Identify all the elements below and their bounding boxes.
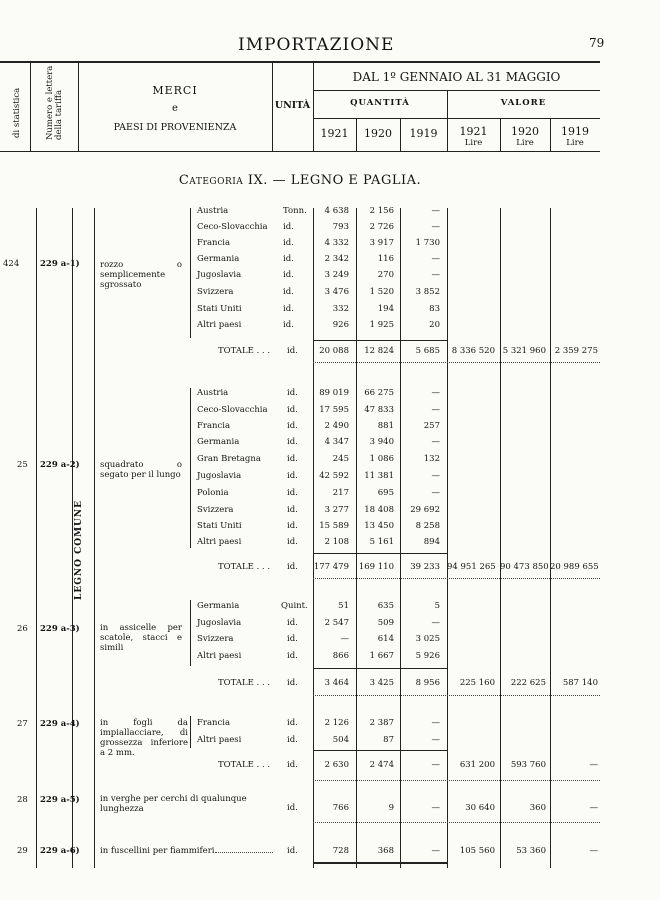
row-q1921: 17 595 <box>319 405 349 415</box>
section-desc: squadrato o segato per il lungo <box>100 460 182 480</box>
row-q1921: 15 589 <box>319 521 349 531</box>
row-country: Svizzera <box>197 287 234 297</box>
total-q1921: 20 088 <box>319 346 349 356</box>
row-unit: id. <box>287 634 298 644</box>
col-header-paesi: PAESI DI PROVENIENZA <box>113 122 237 133</box>
col-year-q1920: 1920 <box>364 127 392 140</box>
row-unit: id. <box>287 537 298 547</box>
row-q1921: 3 249 <box>324 270 349 280</box>
stat-number: 28 <box>17 795 28 805</box>
row-country: Ceco-Slovacchia <box>197 222 268 232</box>
row-q1919: — <box>431 437 440 447</box>
row-q1920: 881 <box>377 421 394 431</box>
row-unit: id. <box>283 238 294 248</box>
total-unit: id. <box>287 678 298 688</box>
row-country: Stati Uniti <box>197 304 242 314</box>
total-unit: id. <box>287 760 298 770</box>
row-unit: id. <box>287 405 298 415</box>
row-country: Germania <box>197 254 240 264</box>
row-q1919: 8 258 <box>415 521 440 531</box>
row-country: Jugoslavia <box>197 618 242 628</box>
total-q1920: 169 110 <box>358 562 394 572</box>
row-q1920: 270 <box>377 270 394 280</box>
row-q1921: 866 <box>332 651 349 661</box>
row-q1920: 5 161 <box>369 537 394 547</box>
col-header-e: e <box>172 103 178 114</box>
row-unit: id. <box>283 222 294 232</box>
row-unit: id. <box>287 437 298 447</box>
row-q1921: 4 638 <box>324 206 349 216</box>
row-q1919: 20 <box>429 320 440 330</box>
row-unit: id. <box>287 718 298 728</box>
row-q1920: 3 917 <box>369 238 394 248</box>
tariff-number: 229 a-1) <box>40 259 80 269</box>
col-year-q1919: 1919 <box>409 127 438 140</box>
row-q1919: 83 <box>429 304 440 314</box>
row-q1921: 793 <box>332 222 349 232</box>
row-v1919: — <box>589 846 598 856</box>
row-q1921: 332 <box>332 304 349 314</box>
row-q1921: 2 547 <box>324 618 349 628</box>
row-q1920: 2 726 <box>369 222 394 232</box>
row-country: Altri paesi <box>197 735 242 745</box>
total-q1919: 39 233 <box>410 562 440 572</box>
row-q1920: 194 <box>377 304 394 314</box>
row-q1920: 368 <box>377 846 394 856</box>
row-country: Francia <box>197 718 231 728</box>
row-q1921: 4 332 <box>324 238 349 248</box>
stat-number: 26 <box>17 624 28 634</box>
row-q1919: — <box>431 735 440 745</box>
col-header-quantita: QUANTITÀ <box>350 98 410 108</box>
row-country: Ceco-Slovacchia <box>197 405 268 415</box>
lire-1919: Lire <box>566 138 584 148</box>
row-q1920: 1 925 <box>369 320 394 330</box>
total-q1919: 5 685 <box>415 346 440 356</box>
row-q1921: 3 277 <box>324 505 349 515</box>
row-unit: id. <box>283 254 294 264</box>
total-v1919: — <box>589 760 598 770</box>
row-q1920: 9 <box>388 803 394 813</box>
tariff-number: 229 a-4) <box>40 719 80 729</box>
row-country: Francia <box>197 238 231 248</box>
row-q1921: 766 <box>332 803 349 813</box>
section-desc: in verghe per cerchi di qualunque lunghezza <box>100 794 247 814</box>
row-q1919: 257 <box>423 421 440 431</box>
row-q1919: 29 692 <box>410 505 440 515</box>
row-q1920: 116 <box>377 254 394 264</box>
row-q1920: 635 <box>377 601 394 611</box>
col-year-q1921: 1921 <box>320 127 349 140</box>
row-q1920: 1 667 <box>369 651 394 661</box>
page-number: 79 <box>589 36 605 50</box>
lire-1920: Lire <box>516 138 534 148</box>
row-q1919: — <box>431 471 440 481</box>
section-desc: in assicelle per scatole, stacci e simili <box>100 623 182 653</box>
row-q1921: — <box>340 634 349 644</box>
row-q1919: — <box>431 618 440 628</box>
total-v1919: 20 989 655 <box>550 562 599 572</box>
tariff-number: 229 a-6) <box>40 846 80 856</box>
row-unit: Tonn. <box>283 206 307 216</box>
row-q1920: 3 940 <box>369 437 394 447</box>
total-label: TOTALE . . . <box>218 346 271 356</box>
total-q1920: 3 425 <box>369 678 394 688</box>
total-unit: id. <box>287 562 298 572</box>
row-q1919: 5 <box>434 601 440 611</box>
row-q1921: 51 <box>338 601 349 611</box>
row-q1920: 87 <box>383 735 394 745</box>
tariff-number: 229 a-2) <box>40 460 80 470</box>
row-unit: id. <box>287 846 298 856</box>
row-q1919: — <box>431 254 440 264</box>
row-q1921: 926 <box>332 320 349 330</box>
col-year-v1920: 1920 <box>511 125 539 138</box>
row-q1920: 509 <box>377 618 394 628</box>
row-country: Germania <box>197 437 240 447</box>
col-year-v1921: 1921 <box>459 125 488 138</box>
stat-number: 29 <box>17 846 28 856</box>
total-q1921: 177 479 <box>313 562 349 572</box>
row-unit: id. <box>287 803 298 813</box>
row-unit: Quint. <box>281 601 308 611</box>
row-q1921: 2 342 <box>324 254 349 264</box>
row-q1921: 504 <box>332 735 349 745</box>
row-q1919: — <box>431 405 440 415</box>
total-v1919: 587 140 <box>562 678 598 688</box>
total-label: TOTALE . . . <box>218 562 271 572</box>
row-q1921: 42 592 <box>319 471 349 481</box>
row-q1919: — <box>431 718 440 728</box>
row-q1921: 4 347 <box>324 437 349 447</box>
row-unit: id. <box>287 471 298 481</box>
row-q1921: 217 <box>332 488 349 498</box>
total-v1920: 5 321 960 <box>502 346 546 356</box>
row-country: Altri paesi <box>197 651 242 661</box>
total-v1920: 90 473 850 <box>500 562 549 572</box>
row-q1921: 2 490 <box>324 421 349 431</box>
col-header-valore: VALORE <box>500 98 547 108</box>
row-q1921: 89 019 <box>319 388 349 398</box>
row-unit: id. <box>287 488 298 498</box>
row-unit: id. <box>283 270 294 280</box>
row-q1921: 728 <box>332 846 349 856</box>
row-q1920: 1 086 <box>369 454 394 464</box>
col-header-merci: MERCI <box>152 84 198 97</box>
row-country: Stati Uniti <box>197 521 242 531</box>
total-unit: id. <box>287 346 298 356</box>
stat-number: 27 <box>17 719 28 729</box>
row-v1919: — <box>589 803 598 813</box>
row-country: Austria <box>197 206 229 216</box>
row-q1919: — <box>431 270 440 280</box>
row-v1921: 30 640 <box>465 803 495 813</box>
row-q1919: — <box>431 206 440 216</box>
row-q1919: 132 <box>423 454 440 464</box>
total-v1921: 631 200 <box>459 760 495 770</box>
row-q1919: — <box>431 846 440 856</box>
row-q1919: — <box>431 488 440 498</box>
row-v1920: 53 360 <box>516 846 546 856</box>
total-v1921: 94 951 265 <box>447 562 496 572</box>
row-q1921: 245 <box>332 454 349 464</box>
row-q1920: 614 <box>377 634 394 644</box>
total-q1921: 2 630 <box>324 760 349 770</box>
row-q1919: — <box>431 388 440 398</box>
row-q1921: 3 476 <box>324 287 349 297</box>
tariff-number: 229 a-3) <box>40 624 80 634</box>
row-country: Polonia <box>197 488 229 498</box>
row-unit: id. <box>287 618 298 628</box>
section-desc: rozzo o semplicemente sgrossato <box>100 260 182 290</box>
row-q1919: — <box>431 803 440 813</box>
total-q1920: 12 824 <box>364 346 394 356</box>
row-unit: id. <box>283 287 294 297</box>
row-q1920: 11 381 <box>364 471 394 481</box>
category-title: Categoria IX. — LEGNO E PAGLIA. <box>178 173 422 188</box>
col-header-tariff: Numero e lettera della tariffa <box>45 65 64 140</box>
col-year-v1919: 1919 <box>561 125 589 138</box>
stat-number: 424 <box>3 259 20 269</box>
total-v1921: 225 160 <box>459 678 495 688</box>
row-country: Svizzera <box>197 505 234 515</box>
row-q1919: 3 852 <box>415 287 440 297</box>
row-unit: id. <box>287 735 298 745</box>
row-unit: id. <box>287 388 298 398</box>
row-q1920: 13 450 <box>364 521 394 531</box>
total-v1919: 2 359 275 <box>554 346 598 356</box>
col-header-stat: di statistica <box>12 87 22 138</box>
row-q1920: 18 408 <box>364 505 394 515</box>
row-country: Altri paesi <box>197 537 242 547</box>
total-v1920: 222 625 <box>510 678 546 688</box>
row-q1920: 1 520 <box>369 287 394 297</box>
page-title: IMPORTAZIONE <box>238 35 395 55</box>
row-q1920: 47 833 <box>364 405 394 415</box>
stat-number: 25 <box>17 460 28 470</box>
row-country: Altri paesi <box>197 320 242 330</box>
row-q1920: 2 387 <box>369 718 394 728</box>
row-q1919: 894 <box>423 537 440 547</box>
row-v1921: 105 560 <box>459 846 495 856</box>
row-q1920: 695 <box>377 488 394 498</box>
total-q1921: 3 464 <box>324 678 349 688</box>
row-q1921: 2 126 <box>324 718 349 728</box>
col-header-period: DAL 1º GENNAIO AL 31 MAGGIO <box>352 70 561 84</box>
group-label-legno-comune: LEGNO COMUNE <box>74 500 84 600</box>
row-q1919: 5 926 <box>415 651 440 661</box>
row-q1919: 1 730 <box>415 238 440 248</box>
total-q1919: 8 956 <box>415 678 440 688</box>
row-unit: id. <box>287 651 298 661</box>
total-q1920: 2 474 <box>369 760 394 770</box>
section-desc: in fuscellini per fiammiferi <box>100 846 215 856</box>
row-q1920: 2 156 <box>369 206 394 216</box>
total-label: TOTALE . . . <box>218 678 271 688</box>
tariff-number: 229 a-5) <box>40 795 80 805</box>
row-unit: id. <box>287 454 298 464</box>
row-unit: id. <box>287 421 298 431</box>
row-unit: id. <box>287 505 298 515</box>
row-q1919: — <box>431 222 440 232</box>
row-country: Svizzera <box>197 634 234 644</box>
row-q1920: 66 275 <box>364 388 394 398</box>
total-q1919: — <box>431 760 440 770</box>
total-v1921: 8 336 520 <box>451 346 495 356</box>
row-unit: id. <box>287 521 298 531</box>
lire-1921: Lire <box>464 138 483 148</box>
col-header-unita: UNITÀ <box>274 100 311 111</box>
row-q1919: 3 025 <box>415 634 440 644</box>
total-v1920: 593 760 <box>510 760 546 770</box>
row-country: Jugoslavia <box>197 471 242 481</box>
row-unit: id. <box>283 304 294 314</box>
row-v1920: 360 <box>529 803 546 813</box>
total-label: TOTALE . . . <box>218 760 271 770</box>
row-country: Jugoslavia <box>197 270 242 280</box>
row-q1921: 2 108 <box>324 537 349 547</box>
row-country: Germania <box>197 601 240 611</box>
section-desc: in fogli da impiallacciare, di grossezza inferiore a 2 mm. <box>100 718 188 758</box>
row-country: Francia <box>197 421 231 431</box>
row-unit: id. <box>283 320 294 330</box>
row-country: Austria <box>197 388 229 398</box>
row-country: Gran Bretagna <box>197 454 261 464</box>
